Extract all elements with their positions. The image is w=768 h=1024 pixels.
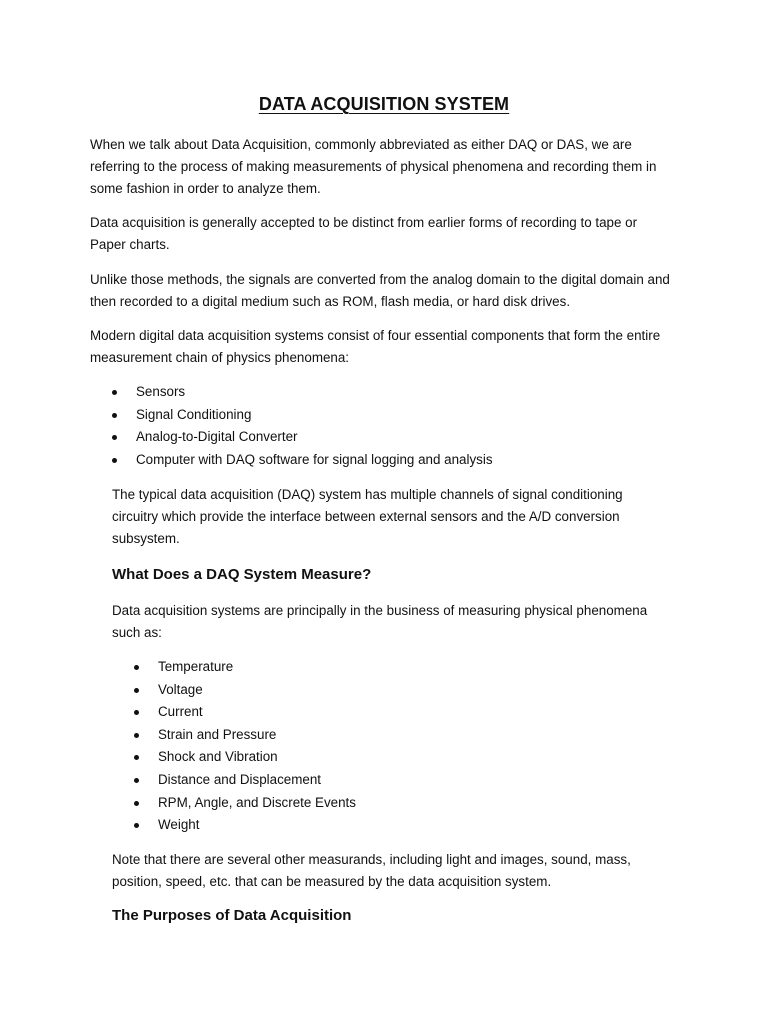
list-item	[134, 792, 634, 815]
list-item-label: Shock and Vibration	[158, 749, 278, 765]
bullet-icon	[134, 755, 139, 760]
components-intro-paragraph: Modern digital data acquisition systems consist of four essential components that form the entire measurement chain of physics phenomena:	[90, 328, 661, 365]
list-item	[112, 449, 672, 472]
list-item	[112, 426, 672, 449]
list-item	[134, 679, 634, 702]
section-heading-measure: What Does a DAQ System Measure?	[112, 566, 372, 583]
distinction-paragraph: Data acquisition is generally accepted to be distinct from earlier forms of recording to tape or Paper charts.	[90, 215, 638, 252]
bullet-icon	[112, 435, 117, 440]
typical-system-paragraph: The typical data acquisition (DAQ) system has multiple channels of signal conditioning circuitry which provide the interface between external sensors and the A/D conversion subsystem.	[112, 487, 623, 546]
list-item-label: Sensors	[136, 384, 186, 399]
intro-paragraph: When we talk about Data Acquisition, commonly abbreviated as either DAQ or DAS, we are referring to the process of making measurements of physical phenomena and recording them in some fashion in order to analyze them.	[90, 137, 657, 196]
list-item-label: Distance and Displacement	[158, 771, 322, 787]
measurands-note-paragraph: Note that there are several other measurands, including light and images, sound, mass, position, speed, etc. that can be measured by the data acquisition system.	[112, 852, 631, 889]
bullet-icon	[134, 688, 139, 693]
list-item-label: Computer with DAQ software for signal logging and analysis	[136, 451, 493, 467]
list-item-label: Strain and Pressure	[158, 726, 277, 742]
list-item	[134, 769, 634, 792]
bullet-icon	[134, 665, 139, 670]
list-item	[134, 656, 634, 679]
bullet-icon	[134, 801, 139, 806]
list-item	[134, 814, 634, 837]
list-item	[134, 746, 634, 769]
list-item-label: RPM, Angle, and Discrete Events	[158, 794, 356, 810]
list-item-label: Analog-to-Digital Converter	[136, 429, 298, 445]
bullet-icon	[112, 458, 117, 463]
bullet-icon	[112, 390, 117, 395]
bullet-icon	[134, 733, 139, 738]
list-item-label: Signal Conditioning	[136, 406, 252, 422]
list-item	[112, 381, 672, 404]
list-item	[134, 724, 634, 747]
bullet-icon	[112, 413, 117, 418]
list-item-label: Weight	[158, 817, 200, 833]
bullet-icon	[134, 823, 139, 828]
components-list	[112, 381, 672, 471]
list-item	[112, 404, 672, 427]
measure-intro-paragraph: Data acquisition systems are principally in the business of measuring physical phenomena such as:	[112, 603, 648, 640]
section-heading-purposes: The Purposes of Data Acquisition	[112, 907, 352, 924]
document-title: DATA ACQUISITION SYSTEM	[258, 94, 510, 114]
measurands-list	[134, 656, 634, 837]
list-item-label: Voltage	[158, 681, 203, 697]
list-item-label: Temperature	[158, 659, 234, 674]
conversion-paragraph: Unlike those methods, the signals are converted from the analog domain to the digital domain and then recorded to a digital medium such as ROM, flash media, or hard disk drives.	[90, 272, 670, 309]
bullet-icon	[134, 710, 139, 715]
bullet-icon	[134, 778, 139, 783]
list-item	[134, 701, 634, 724]
list-item-label: Current	[158, 704, 203, 720]
